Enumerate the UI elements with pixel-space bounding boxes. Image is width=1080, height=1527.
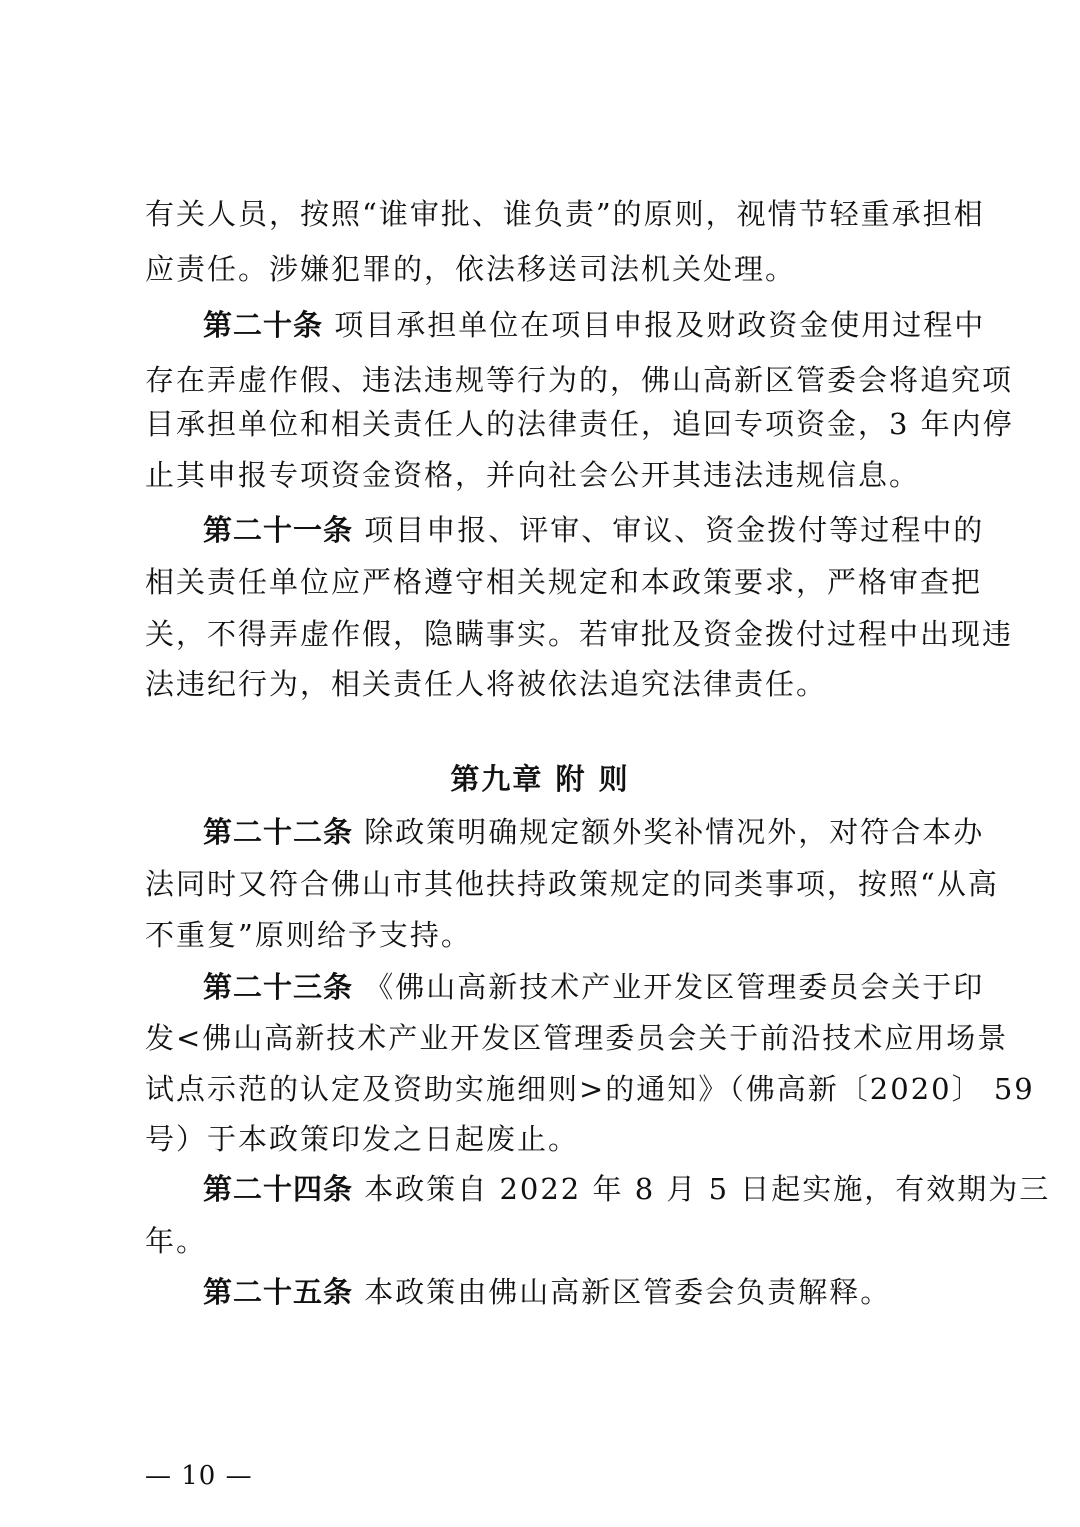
text-line: 除政策明确规定额外奖补情况外，对符合本办 bbox=[364, 815, 985, 849]
text-line: 试点示范的认定及资助实施细则>的通知》（佛高新〔2020〕 59 bbox=[145, 1072, 1035, 1106]
text-line: 本政策自 2022 年 8 月 5 日起实施，有效期为三 bbox=[364, 1172, 1051, 1206]
text-line: 法违纪行为，相关责任人将被依法追究法律责任。 bbox=[145, 667, 828, 701]
article-22 bbox=[203, 815, 985, 849]
article-24-title: 第二十四条 bbox=[203, 1172, 354, 1206]
text-line: 本政策由佛山高新区管委会负责解释。 bbox=[364, 1275, 892, 1309]
text-line: 发<佛山高新技术产业开发区管理委员会关于前沿技术应用场景 bbox=[145, 1021, 1009, 1055]
text-line: 《佛山高新技术产业开发区管理委员会关于印 bbox=[364, 970, 985, 1004]
article-24 bbox=[203, 1172, 1051, 1206]
article-25 bbox=[203, 1275, 945, 1309]
article-21 bbox=[203, 513, 985, 547]
page-number: — 10 — bbox=[145, 1461, 253, 1491]
text-line: 项目申报、评审、审议、资金拨付等过程中的 bbox=[364, 513, 985, 547]
article-20 bbox=[203, 308, 986, 342]
text-line: 止其申报专项资金资格，并向社会公开其违法违规信息。 bbox=[145, 458, 921, 492]
article-23-title: 第二十三条 bbox=[203, 970, 354, 1004]
article-23 bbox=[203, 970, 985, 1004]
text-line: 年。 bbox=[145, 1224, 208, 1258]
article-21-title: 第二十一条 bbox=[203, 513, 354, 547]
text-line: 法同时又符合佛山市其他扶持政策规定的同类事项，按照“从高 bbox=[145, 867, 999, 901]
text-line: 项目承担单位在项目申报及财政资金使用过程中 bbox=[334, 308, 986, 342]
text-line: 相关责任单位应严格遵守相关规定和本政策要求，严格审查把 bbox=[145, 565, 983, 599]
article-20-title: 第二十条 bbox=[203, 308, 324, 342]
text-line: 号）于本政策印发之日起废止。 bbox=[145, 1122, 580, 1156]
text-line: 不重复”原则给予支持。 bbox=[145, 918, 472, 952]
article-25-title: 第二十五条 bbox=[203, 1275, 354, 1309]
article-22-title: 第二十二条 bbox=[203, 815, 354, 849]
text-line: 关，不得弄虚作假，隐瞒事实。若审批及资金拨付过程中出现违 bbox=[145, 617, 1014, 651]
text-line: 存在弄虚作假、违法违规等行为的，佛山高新区管委会将追究项 bbox=[145, 363, 1014, 397]
text-line: 目承担单位和相关责任人的法律责任，追回专项资金，3 年内停 bbox=[145, 407, 1014, 441]
text-line: 有关人员，按照“谁审批、谁负责”的原则，视情节轻重承担相 bbox=[145, 197, 985, 231]
text-line: 应责任。涉嫌犯罪的，依法移送司法机关处理。 bbox=[145, 252, 797, 286]
chapter-heading: 第九章 附 则 bbox=[450, 762, 630, 796]
